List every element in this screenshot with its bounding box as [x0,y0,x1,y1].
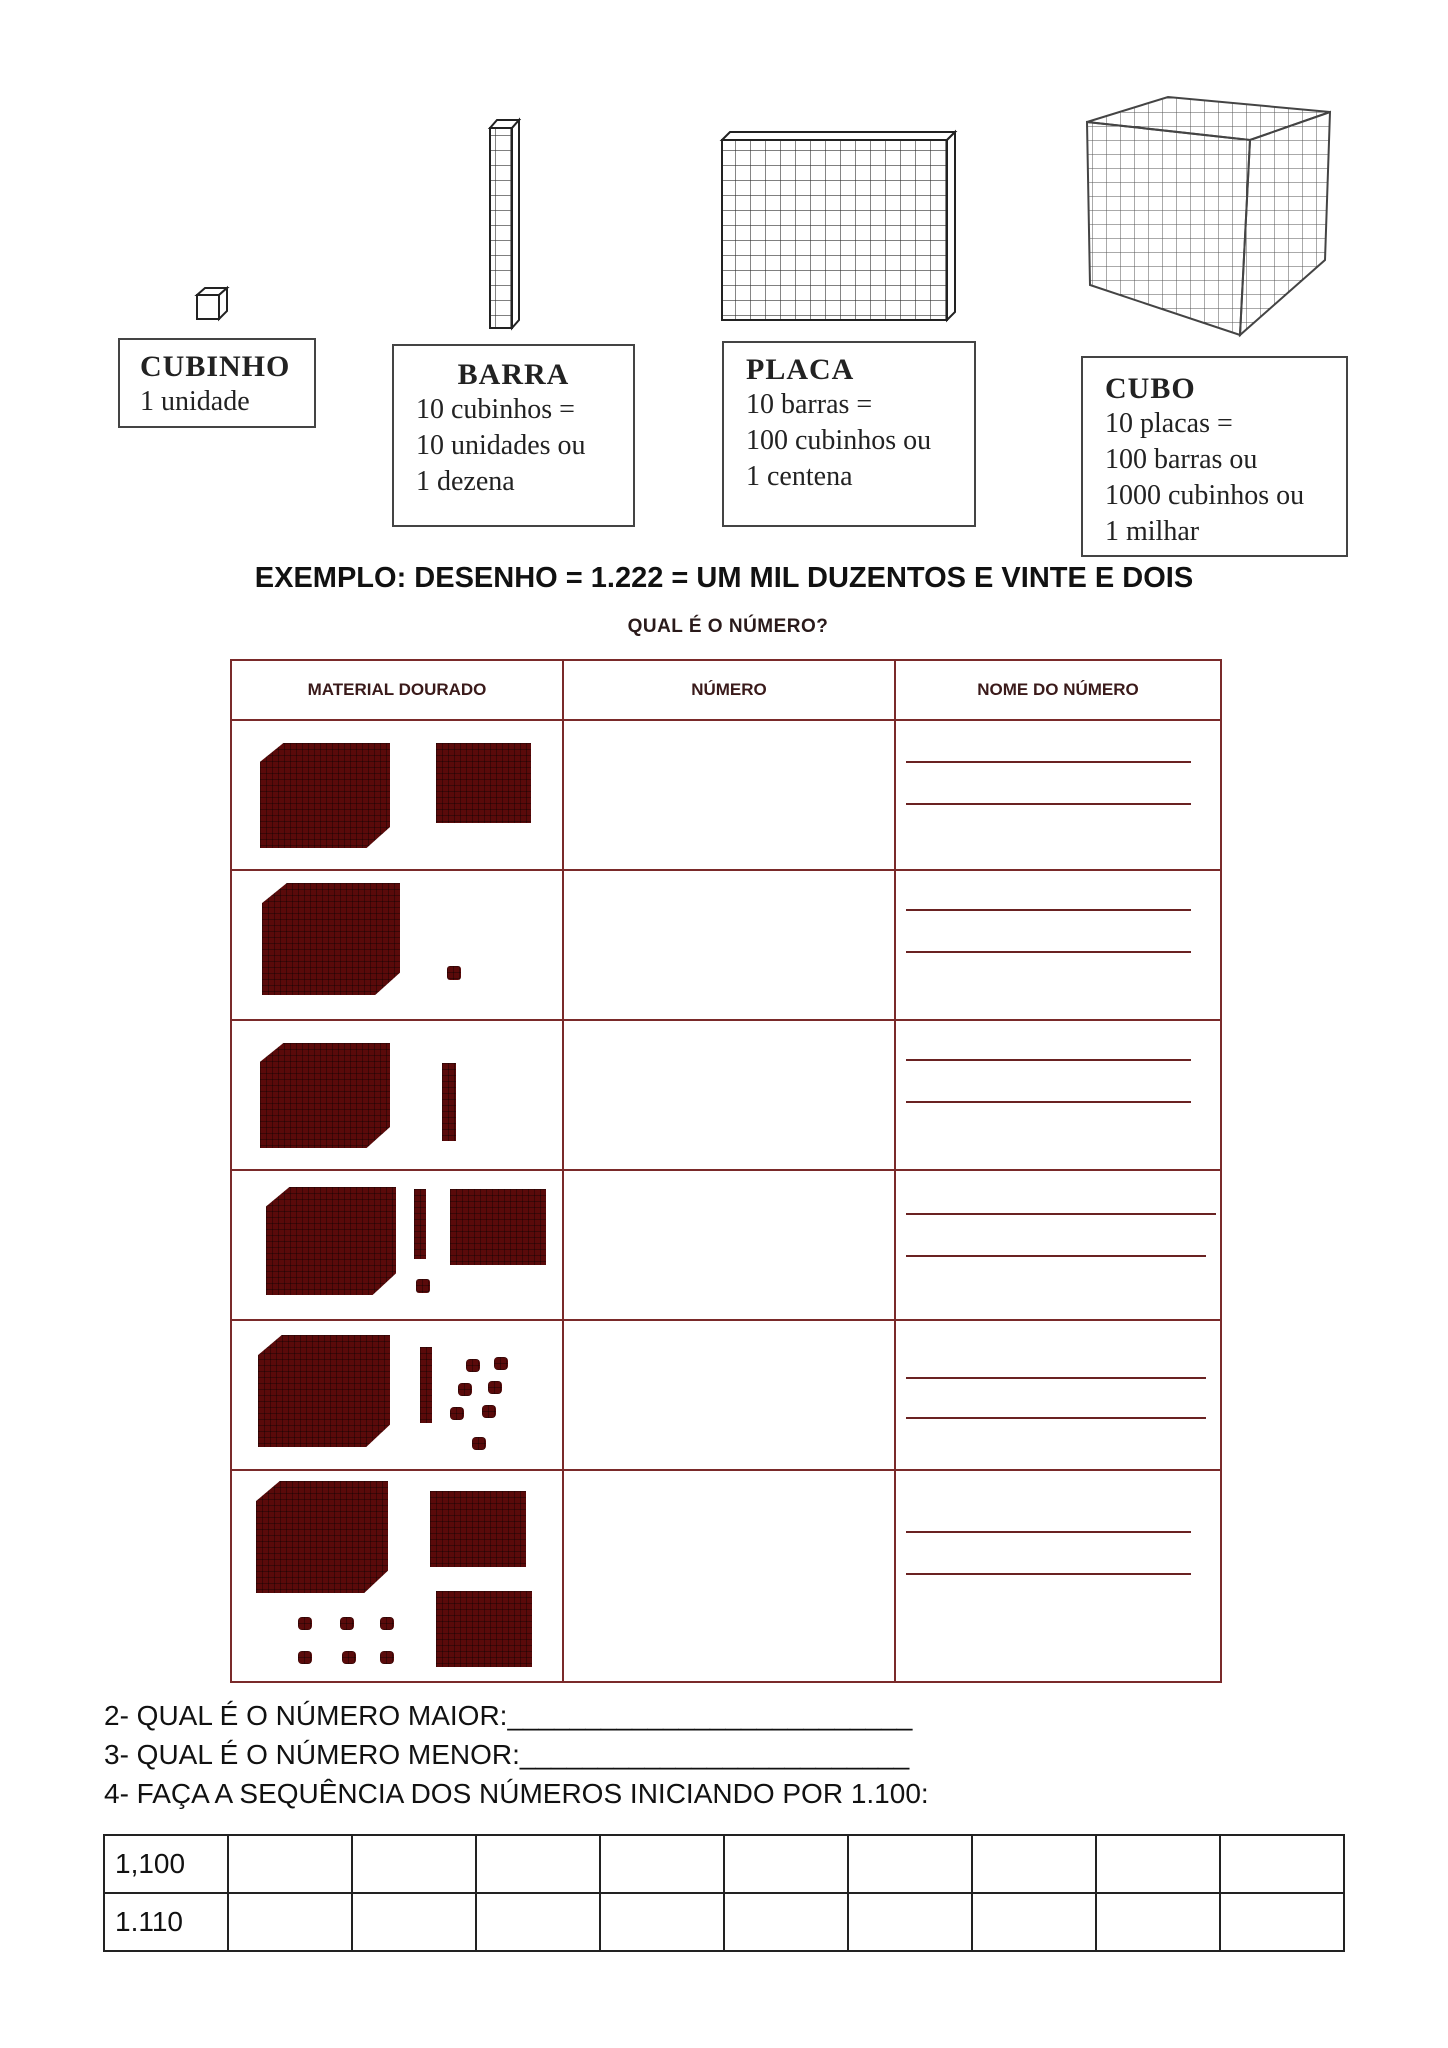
cubo-block [260,743,390,848]
example-text: EXEMPLO: DESENHO = 1.222 = UM MIL DUZENTOS E VINTE E DOIS [254,562,1194,594]
question-2: 2- QUAL É O NÚMERO MAIOR:__________________________ [104,1700,913,1731]
table-row [231,720,1221,870]
sequence-cell[interactable] [1096,1835,1220,1893]
placa-block [450,1189,546,1265]
legend-line: 100 barras ou [1105,444,1258,475]
cubinho-block [340,1617,354,1630]
cubinho-block [488,1381,502,1394]
cubo-block [262,883,400,995]
sequence-cell[interactable] [476,1893,600,1951]
cubinho-block [466,1359,480,1372]
cubo-block [258,1335,390,1447]
name-cell[interactable] [895,720,1221,870]
cubo-block [260,1043,390,1148]
cubinho-block [494,1357,508,1370]
legend-line: 100 cubinhos ou [746,425,932,456]
sequence-row [104,1893,1344,1951]
table-row [231,1170,1221,1320]
sequence-cell: 1,100 [104,1835,228,1893]
material-drawing [232,1321,562,1469]
table-row [231,1320,1221,1470]
sequence-cell[interactable] [352,1835,476,1893]
cubinho-block [380,1651,394,1664]
sequence-cell[interactable] [972,1893,1096,1951]
legend-title: PLACA [746,353,855,386]
legend-line: 1 milhar [1105,516,1200,547]
sequence-cell[interactable] [228,1835,352,1893]
sequence-cell[interactable] [848,1835,972,1893]
cubo-block [256,1481,388,1593]
table-row [231,1020,1221,1170]
barra-block [414,1189,426,1259]
number-cell[interactable] [563,870,895,1020]
header-numero: NÚMERO [563,660,895,720]
legend-line: 1 dezena [416,466,515,497]
sequence-cell: 1.110 [104,1893,228,1951]
header-material: MATERIAL DOURADO [231,660,563,720]
legend-line: 10 unidades ou [416,430,586,461]
number-cell[interactable] [563,720,895,870]
sequence-cell[interactable] [476,1835,600,1893]
sequence-cell[interactable] [724,1835,848,1893]
sequence-cell[interactable] [1220,1893,1344,1951]
cubo-block [266,1187,396,1295]
legend-line: 10 cubinhos = [416,394,575,425]
placa-block [436,1591,532,1667]
cubinho-block [416,1279,430,1293]
number-cell[interactable] [563,1020,895,1170]
name-cell[interactable] [895,1020,1221,1170]
table-row [231,1470,1221,1682]
material-drawing [232,721,562,869]
sequence-cell[interactable] [972,1835,1096,1893]
placa-icon [722,132,955,320]
legend-line: 1 centena [746,461,853,492]
cubo-icon [1087,97,1330,335]
legend-cubinho [118,338,316,428]
legend-title: CUBINHO [140,350,291,383]
name-cell[interactable] [895,1320,1221,1470]
name-cell[interactable] [895,1470,1221,1682]
legend-cubo [1081,356,1348,557]
question-4: 4- FAÇA A SEQUÊNCIA DOS NÚMEROS INICIANDO POR 1.100: [104,1778,929,1809]
legend-line: 1000 cubinhos ou [1105,480,1305,511]
table-title: QUAL É O NÚMERO? [627,616,829,637]
cubinho-icon [197,288,227,319]
cubinho-block [298,1651,312,1664]
name-cell[interactable] [895,1170,1221,1320]
question-3: 3- QUAL É O NÚMERO MENOR:_________________________ [104,1739,910,1770]
cubinho-block [380,1617,394,1630]
table-header-row [231,660,1221,720]
sequence-cell[interactable] [600,1893,724,1951]
cubinho-block [458,1383,472,1396]
legend-placa [722,341,976,527]
legend-barra [392,344,635,527]
number-cell[interactable] [563,1170,895,1320]
sequence-row [104,1835,1344,1893]
legend-line: 10 placas = [1105,408,1233,439]
material-drawing [232,1471,562,1681]
sequence-cell[interactable] [228,1893,352,1951]
table-row [231,870,1221,1020]
material-drawing [232,1021,562,1169]
cubinho-block [482,1405,496,1418]
sequence-cell[interactable] [848,1893,972,1951]
sequence-cell[interactable] [1220,1835,1344,1893]
cubinho-block [472,1437,486,1450]
name-cell[interactable] [895,870,1221,1020]
material-drawing [232,871,562,1019]
cubinho-block [450,1407,464,1420]
legend-title: BARRA [457,358,570,391]
cubinho-block [298,1617,312,1630]
placa-block [430,1491,526,1567]
cubinho-block [342,1651,356,1664]
sequence-cell[interactable] [352,1893,476,1951]
barra-block [442,1063,456,1141]
legend-title: CUBO [1105,372,1196,405]
cubinho-block [447,966,461,980]
exercise-table [230,659,1222,1683]
material-drawing [232,1171,562,1319]
placa-block [436,743,531,823]
legend-line: 1 unidade [140,386,250,417]
sequence-table [103,1834,1345,1952]
number-cell[interactable] [563,1320,895,1470]
sequence-cell[interactable] [1096,1893,1220,1951]
sequence-cell[interactable] [724,1893,848,1951]
sequence-cell[interactable] [600,1835,724,1893]
number-cell[interactable] [563,1470,895,1682]
legend-line: 10 barras = [746,389,873,420]
header-nome: NOME DO NÚMERO [895,660,1221,720]
barra-icon [490,120,519,328]
barra-block [420,1347,432,1423]
